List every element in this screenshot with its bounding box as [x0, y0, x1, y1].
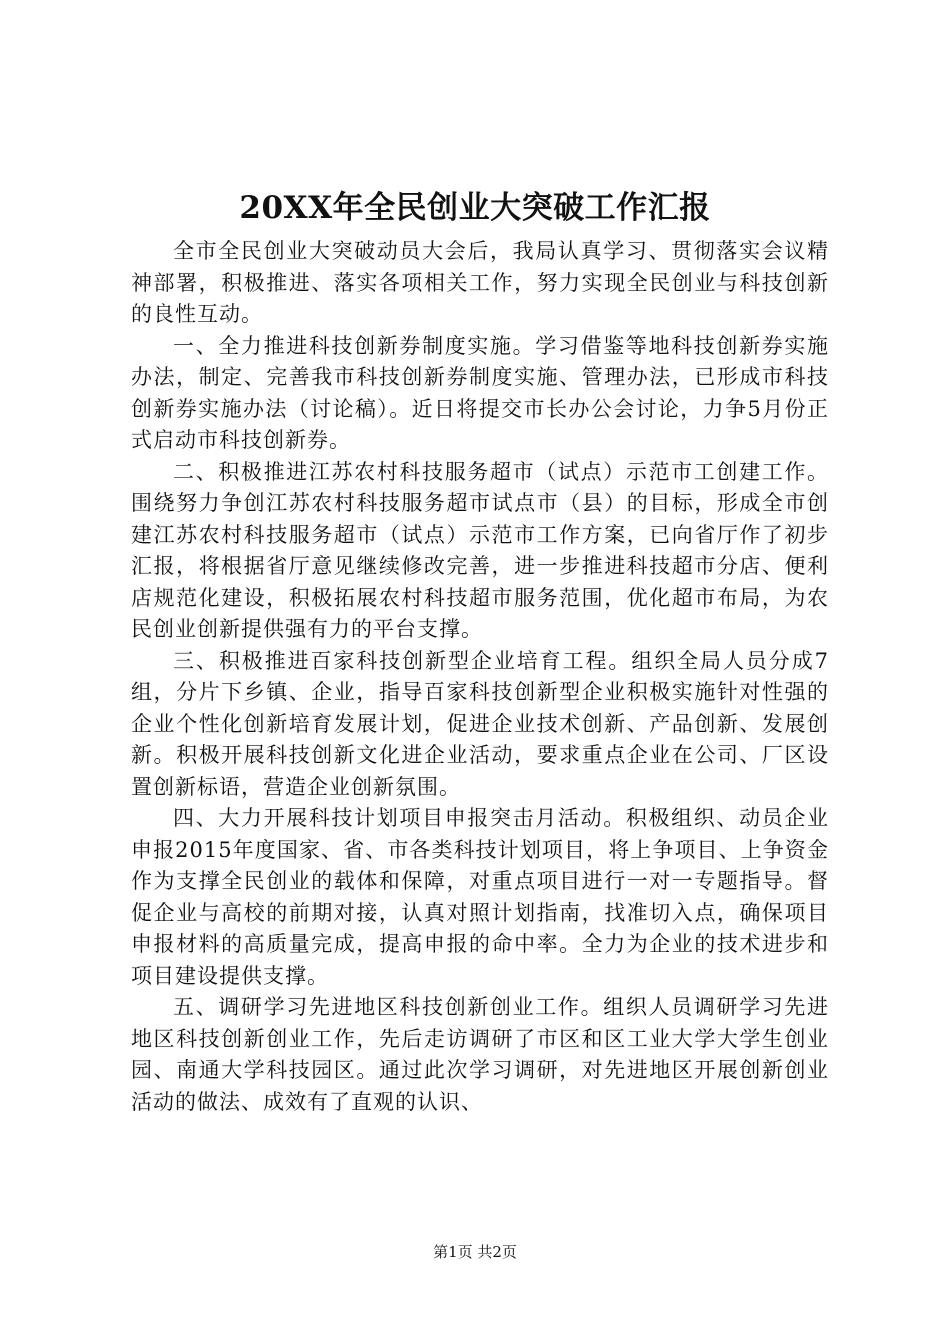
section-5-paragraph: 五、调研学习先进地区科技创新创业工作。组织人员调研学习先进地区科技创新创业工作，先后走访调研了市区和区工业大学大学生创业园、南通大学科技园区。通过此次学习调研，对先进地区开展创新创业活动的做法、成效有了直观的认识、 — [131, 995, 829, 1114]
section-3-paragraph: 三、积极推进百家科技创新型企业培育工程。组织全局人员分成7组，分片下乡镇、企业，指导百家科技创新型企业积极实施针对性强的企业个性化创新培育发展计划，促进企业技术创新、产品创新、发展创新。积极开展科技创新文化进企业活动，要求重点企业在公司、厂区设置创新标语，营造企业创新氛围。 — [131, 648, 829, 799]
intro-paragraph: 全市全民创业大突破动员大会后，我局认真学习、贯彻落实会议精神部署，积极推进、落实各项相关工作，努力实现全民创业与科技创新的良性互动。 — [131, 239, 829, 326]
section-4-paragraph: 四、大力开展科技计划项目申报突击月活动。积极组织、动员企业申报2015年度国家、省、市各类科技计划项目，将上争项目、上争资金作为支撑全民创业的载体和保障，对重点项目进行一对一专题指导。督促企业与高校的前期对接，认真对照计划指南，找准切入点，确保项目申报材料的高质量完成，提高申报的命中率。全力为企业的技术进步和项目建设提供支撑。 — [131, 806, 829, 988]
section-1-paragraph: 一、全力推进科技创新券制度实施。学习借鉴等地科技创新券实施办法，制定、完善我市科技创新券制度实施、管理办法，已形成市科技创新券实施办法（讨论稿）。近日将提交市长办公会讨论，力争5月份正式启动市科技创新券。 — [131, 333, 829, 452]
document-title: 20XX年全民创业大突破工作汇报 — [239, 190, 711, 226]
document-body — [131, 236, 829, 1118]
page-number-footer: 第1页 共2页 — [433, 1243, 517, 1261]
section-2-paragraph: 二、积极推进江苏农村科技服务超市（试点）示范市工创建工作。围绕努力争创江苏农村科技服务超市试点市（县）的目标，形成全市创建江苏农村科技服务超市（试点）示范市工作方案，已向省厅作了初步汇报，将根据省厅意见继续修改完善，进一步推进科技超市分店、便利店规范化建设，积极拓展农村科技超市服务范围，优化超市布局，为农民创业创新提供强有力的平台支撑。 — [131, 459, 829, 641]
